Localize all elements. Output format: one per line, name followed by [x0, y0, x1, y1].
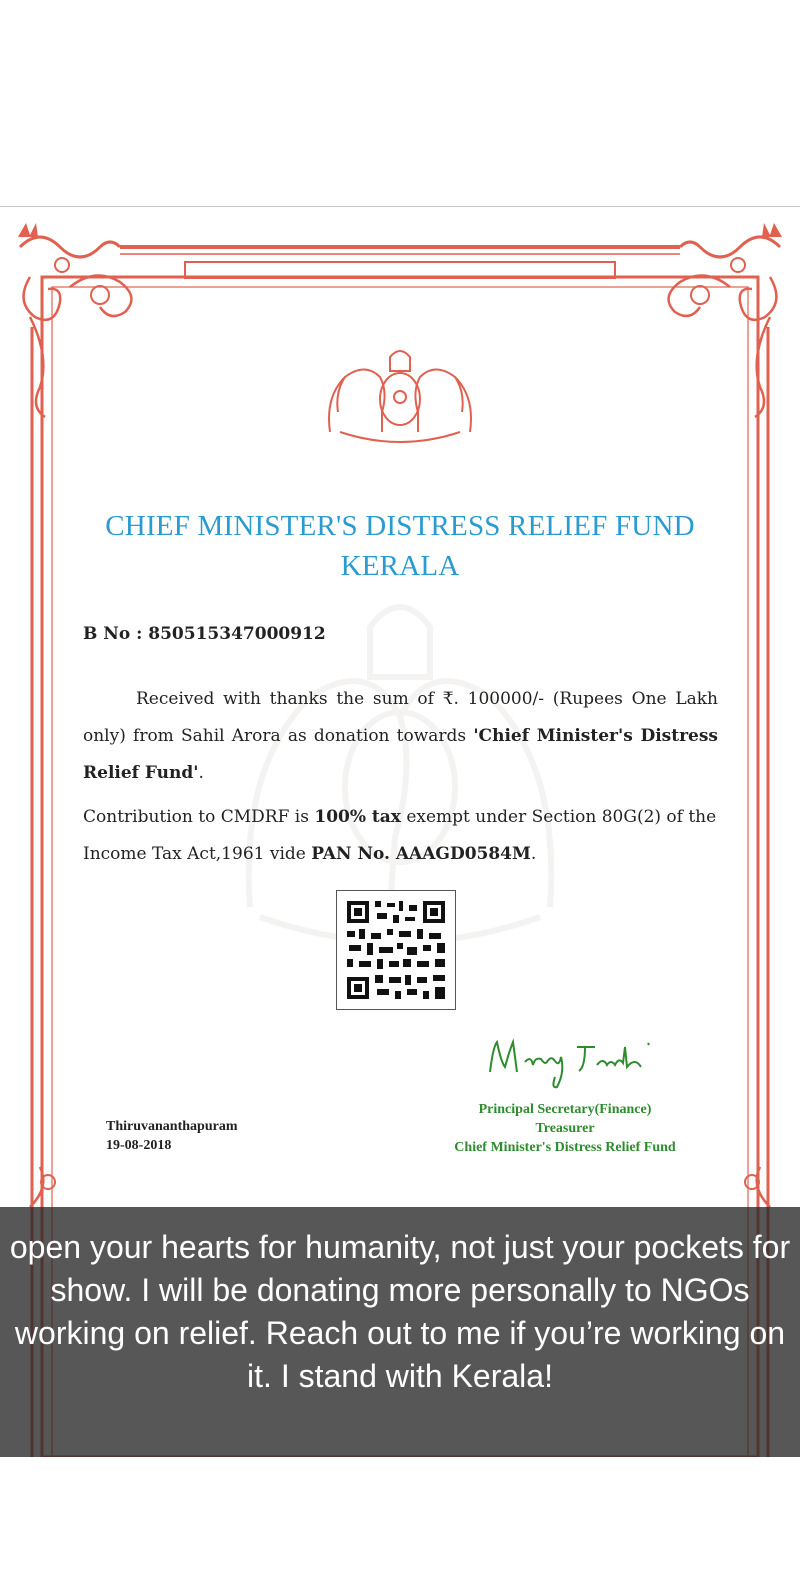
receipt-paragraph	[83, 681, 718, 792]
tax-text: Contribution to CMDRF is	[83, 807, 315, 827]
tax-exempt-paragraph	[83, 799, 718, 873]
caption-text: open your hearts for humanity, not just your pockets for show. I will be donating more personally to NGOs working on relief. Reach out to me if you’re working on it. I stand with Kerala!	[9, 1229, 791, 1394]
kerala-emblem-icon	[310, 337, 490, 447]
signatory-title: Principal Secretary(Finance)	[478, 1102, 652, 1117]
tax-percent-bold: 100% tax	[314, 807, 401, 827]
receipt-number: B No : 850515347000912	[83, 624, 326, 644]
pan-number-bold: PAN No. AAAGD0584M	[311, 844, 531, 864]
receipt-text-end: .	[198, 763, 204, 783]
certificate-subtitle: KERALA	[340, 550, 460, 582]
signatory-block	[420, 1100, 710, 1157]
place-date-block	[106, 1117, 237, 1155]
tax-text-2: exempt under Section 80G(2) of the Income Tax Act,1961 vide	[83, 807, 717, 864]
signatory-role: Treasurer	[535, 1121, 595, 1136]
date: 19-08-2018	[106, 1138, 172, 1153]
fund-name-bold: 'Chief Minister's Distress Relief Fund'	[83, 726, 718, 783]
certificate-title: CHIEF MINISTER'S DISTRESS RELIEF FUND	[105, 510, 695, 542]
place: Thiruvananthapuram	[106, 1119, 238, 1134]
signatory-fund: Chief Minister's Distress Relief Fund	[454, 1140, 676, 1155]
receipt-text: Received with thanks the sum of ₹. 100000/- (Rupees One Lakh only) from Sahil Arora as donation towards	[83, 689, 718, 746]
qr-code-icon	[336, 890, 456, 1010]
signature-icon	[485, 1027, 665, 1092]
tax-text-end: .	[530, 844, 537, 864]
